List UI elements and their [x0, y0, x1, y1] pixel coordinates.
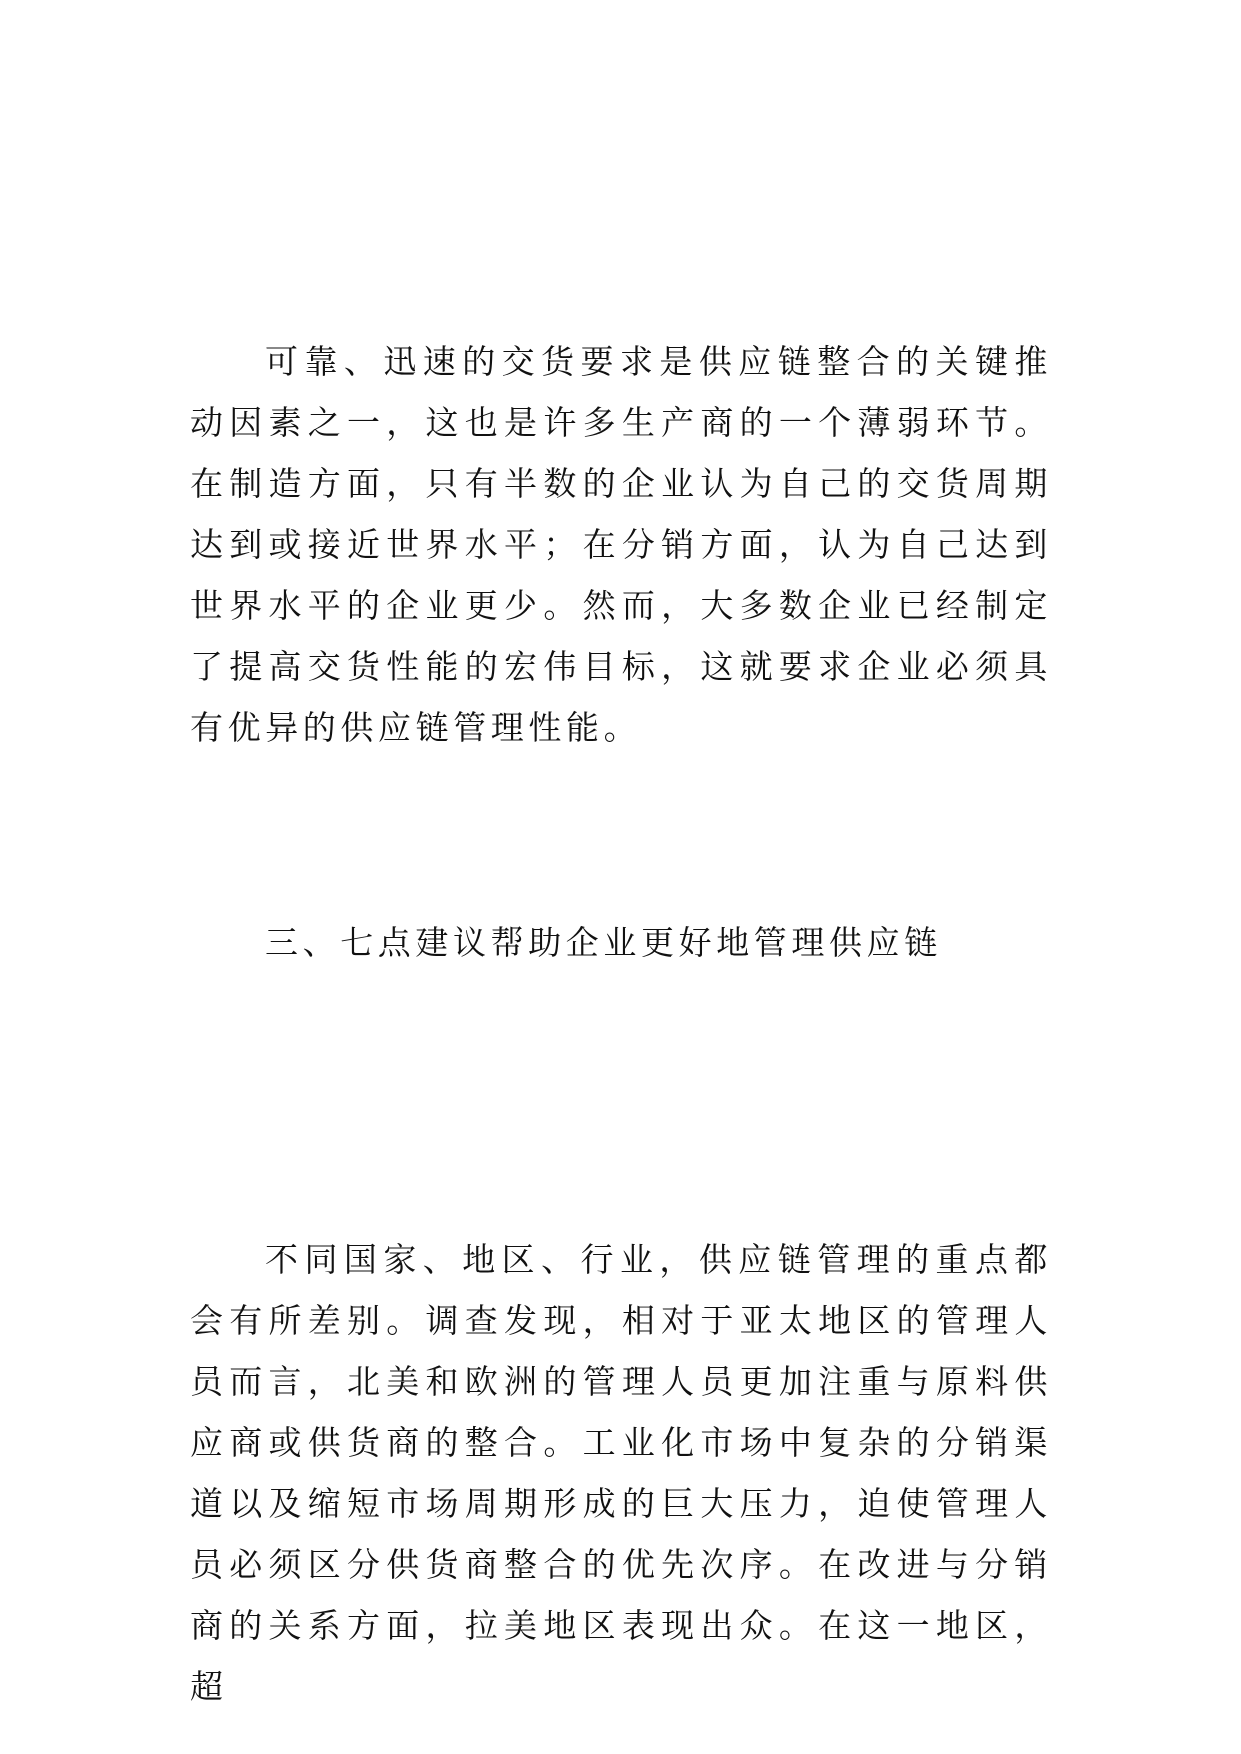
section-heading: 三、七点建议帮助企业更好地管理供应链	[265, 923, 942, 962]
body-paragraph-delivery: 可靠、迅速的交货要求是供应链整合的关键推动因素之一，这也是许多生产商的一个薄弱环节。在制造方面，只有半数的企业认为自己的交货周期达到或接近世界水平；在分销方面，认为自己达到世界水平的企业更少。然而，大多数企业已经制定了提高交货性能的宏伟目标，这就要求企业必须具有优异的供应链管理性能。	[190, 342, 1052, 747]
body-paragraph-regional-differences: 不同国家、地区、行业，供应链管理的重点都会有所差别。调查发现，相对于亚太地区的管理人员而言，北美和欧洲的管理人员更加注重与原料供应商或供货商的整合。工业化市场中复杂的分销渠道以及缩短市场周期形成的巨大压力，迫使管理人员必须区分供货商整合的优先次序。在改进与分销商的关系方面，拉美地区表现出众。在这一地区，超	[190, 1240, 1052, 1706]
